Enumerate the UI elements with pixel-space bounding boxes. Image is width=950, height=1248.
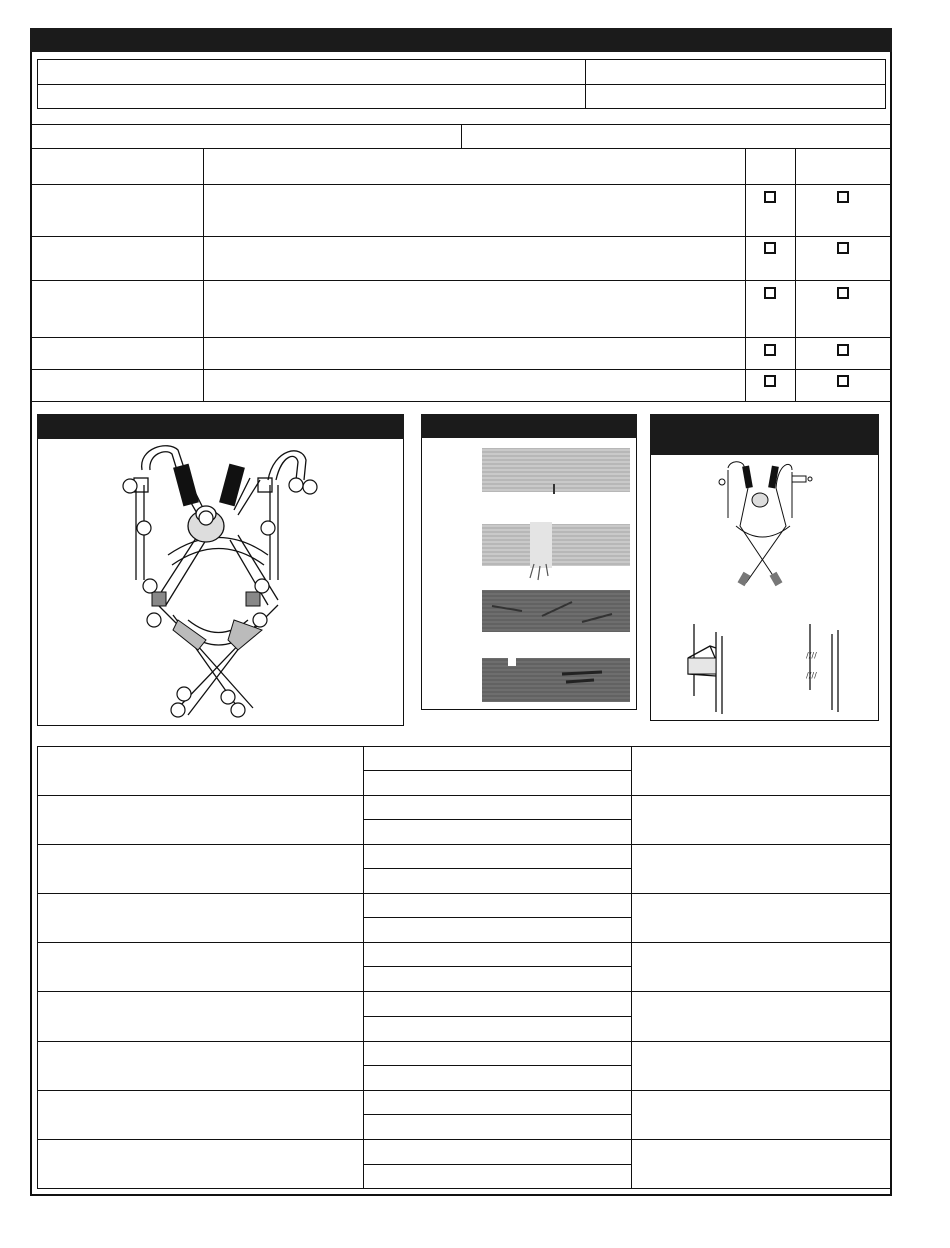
log-mid-split bbox=[363, 1114, 631, 1115]
checklist-header-fail bbox=[797, 150, 890, 182]
log-notes-cell[interactable] bbox=[632, 747, 890, 794]
checkbox-pass[interactable] bbox=[764, 191, 776, 203]
checkbox-pass[interactable] bbox=[764, 287, 776, 299]
harness-panel-title bbox=[37, 416, 45, 432]
checklist-row-description bbox=[205, 282, 743, 335]
webbing-burned-photo bbox=[482, 590, 630, 632]
info-field-3[interactable] bbox=[38, 85, 584, 108]
harness-diagram bbox=[38, 440, 403, 725]
info-field-4-text bbox=[586, 87, 594, 103]
log-mid-split bbox=[363, 819, 631, 820]
info-field-4[interactable] bbox=[586, 85, 885, 108]
storage-diagram bbox=[660, 620, 870, 716]
form-title bbox=[30, 30, 38, 46]
log-date-cell[interactable] bbox=[38, 1140, 362, 1188]
checklist-row-description bbox=[205, 238, 743, 278]
checklist-line bbox=[30, 401, 892, 402]
checklist-row-item bbox=[32, 339, 202, 367]
log-mid-split bbox=[363, 917, 631, 918]
checklist-header-description bbox=[205, 150, 743, 182]
checklist-row-item-text bbox=[32, 373, 40, 389]
checklist-header-description-text bbox=[205, 152, 213, 168]
log-notes-cell[interactable] bbox=[632, 1140, 890, 1188]
checklist-row-description-text bbox=[205, 373, 213, 389]
fitting-panel-header bbox=[650, 414, 879, 455]
checklist-row-description-text bbox=[205, 188, 213, 204]
svg-text:////: //// bbox=[806, 671, 817, 680]
log-notes-cell[interactable] bbox=[632, 943, 890, 990]
checklist-row-item-text bbox=[32, 341, 40, 357]
log-mid-split bbox=[363, 1065, 631, 1066]
checklist-row-description bbox=[205, 186, 743, 234]
log-mid-split bbox=[363, 1016, 631, 1017]
checkbox-pass[interactable] bbox=[764, 344, 776, 356]
checklist-header-item-text bbox=[32, 152, 40, 168]
section-header-left-text bbox=[32, 127, 40, 143]
checklist-line bbox=[30, 184, 892, 185]
log-notes-cell[interactable] bbox=[632, 992, 890, 1040]
webbing-cut-photo bbox=[482, 448, 630, 492]
checklist-row-item-text bbox=[32, 188, 40, 204]
checkbox-fail[interactable] bbox=[837, 375, 849, 387]
log-notes-cell[interactable] bbox=[632, 894, 890, 941]
checklist-col-line-3 bbox=[795, 148, 796, 401]
form-title-bar bbox=[30, 28, 892, 52]
log-notes-cell[interactable] bbox=[632, 1042, 890, 1089]
webbing-frayed-photo bbox=[482, 524, 630, 566]
checkbox-pass[interactable] bbox=[764, 375, 776, 387]
log-col-line-1 bbox=[363, 746, 364, 1189]
log-notes-cell[interactable] bbox=[632, 1091, 890, 1138]
checklist-header-pass-text bbox=[747, 152, 755, 168]
checklist-line bbox=[30, 369, 892, 370]
log-date-cell[interactable] bbox=[38, 943, 362, 990]
checklist-line bbox=[30, 280, 892, 281]
info-field-1-text bbox=[38, 62, 46, 78]
harness-panel-header bbox=[37, 414, 404, 439]
log-mid-split bbox=[363, 770, 631, 771]
log-date-cell[interactable] bbox=[38, 796, 362, 843]
checklist-header-fail-text bbox=[797, 152, 805, 168]
checklist-row-item bbox=[32, 186, 202, 234]
checklist-header-pass bbox=[747, 150, 793, 182]
checkbox-fail[interactable] bbox=[837, 242, 849, 254]
checklist-line bbox=[30, 236, 892, 237]
section-header-right-text bbox=[462, 127, 470, 143]
log-date-cell[interactable] bbox=[38, 747, 362, 794]
info-field-2-text bbox=[586, 62, 594, 78]
checkbox-fail[interactable] bbox=[837, 287, 849, 299]
checklist-row-description-text bbox=[205, 341, 213, 357]
checklist-row-description bbox=[205, 339, 743, 367]
checklist-row-description-text bbox=[205, 240, 213, 256]
webbing-panel-header bbox=[421, 414, 637, 438]
checklist-col-line-1 bbox=[203, 148, 204, 401]
webbing-photos bbox=[482, 446, 632, 706]
checklist-line bbox=[30, 337, 892, 338]
checklist-row-item bbox=[32, 371, 202, 399]
log-notes-cell[interactable] bbox=[632, 845, 890, 892]
fitting-panel-title bbox=[650, 416, 658, 432]
checkbox-fail[interactable] bbox=[837, 344, 849, 356]
checklist-row-item bbox=[32, 238, 202, 278]
svg-text:////: //// bbox=[806, 651, 817, 660]
log-mid-split bbox=[363, 868, 631, 869]
harness-thumbnail bbox=[700, 458, 830, 593]
checklist-row-description-text bbox=[205, 284, 213, 300]
webbing-chemical-photo bbox=[482, 658, 630, 702]
webbing-panel-title bbox=[421, 416, 429, 432]
checklist-row-item-text bbox=[32, 284, 40, 300]
checklist-row-description bbox=[205, 371, 743, 399]
log-date-cell[interactable] bbox=[38, 1091, 362, 1138]
log-notes-cell[interactable] bbox=[632, 796, 890, 843]
checklist-row-item bbox=[32, 282, 202, 335]
section-header-right bbox=[462, 125, 890, 147]
log-mid-split bbox=[363, 1164, 631, 1165]
log-date-cell[interactable] bbox=[38, 1042, 362, 1089]
info-field-3-text bbox=[38, 87, 46, 103]
log-date-cell[interactable] bbox=[38, 845, 362, 892]
info-field-2[interactable] bbox=[586, 60, 885, 84]
checklist-row-item-text bbox=[32, 240, 40, 256]
section-bottom-line bbox=[30, 148, 892, 149]
checkbox-pass[interactable] bbox=[764, 242, 776, 254]
checklist-col-line-2 bbox=[745, 148, 746, 401]
log-date-cell[interactable] bbox=[38, 894, 362, 941]
log-mid-split bbox=[363, 966, 631, 967]
checklist-header-item bbox=[32, 150, 202, 182]
info-field-1[interactable] bbox=[38, 60, 584, 84]
checkbox-fail[interactable] bbox=[837, 191, 849, 203]
section-header-left bbox=[32, 125, 460, 147]
log-date-cell[interactable] bbox=[38, 992, 362, 1040]
